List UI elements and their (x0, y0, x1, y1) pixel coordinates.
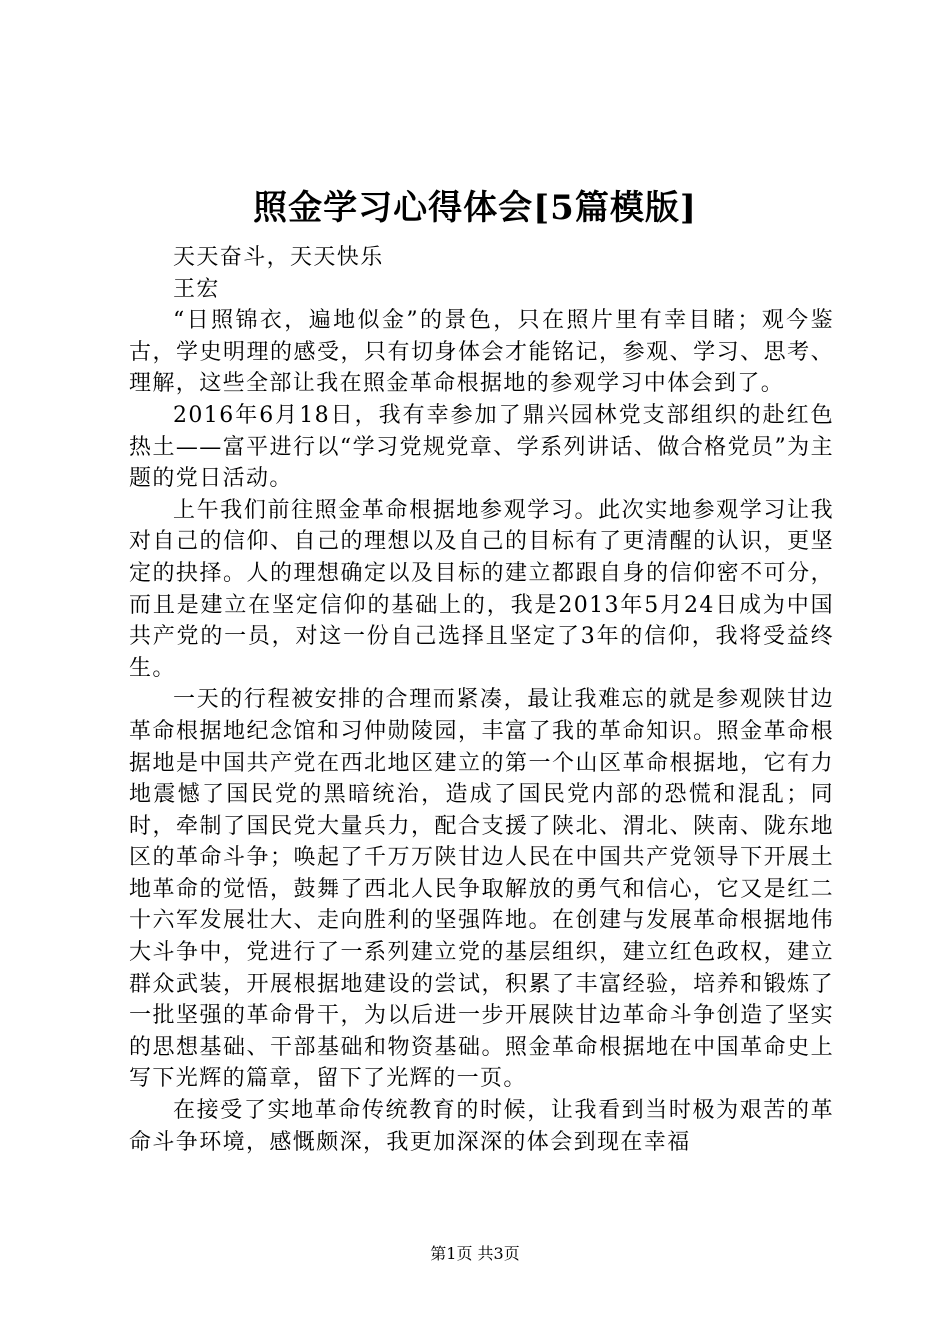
paragraph: 上午我们前往照金革命根据地参观学习。此次实地参观学习让我对自己的信仰、自己的理想以及自己的目标有了更清醒的认识，更坚定的抉择。人的理想确定以及目标的建立都跟自身的信仰密不可分，而且是建立在坚定信仰的基础上的，我是2013年5月24日成为中国共产党的一员，对这一份自己选择且坚定了3年的信仰，我将受益终生。 (129, 497, 834, 681)
paragraph: 在接受了实地革命传统教育的时候，让我看到当时极为艰苦的革命斗争环境，感慨颇深，我更加深深的体会到现在幸福 (129, 1098, 834, 1155)
document-body (129, 242, 834, 1158)
paragraph: 2016年6月18日，我有幸参加了鼎兴园林党支部组织的赴红色热土——富平进行以“学习党规党章、学系列讲话、做合格党员”为主题的党日活动。 (129, 402, 834, 492)
document-title: 照金学习心得体会[5篇模版] (253, 188, 697, 228)
paragraph: 一天的行程被安排的合理而紧凑，最让我难忘的就是参观陕甘边革命根据地纪念馆和习仲勋陵园，丰富了我的革命知识。照金革命根据地是中国共产党在西北地区建立的第一个山区革命根据地，它有力地震憾了国民党的黑暗统治，造成了国民党内部的恐慌和混乱；同时，牵制了国民党大量兵力，配合支援了陕北、渭北、陕南、陇东地区的革命斗争；唤起了千万万陕甘边人民在中国共产党领导下开展土地革命的觉悟，鼓舞了西北人民争取解放的勇气和信心，它又是红二十六军发展壮大、走向胜利的坚强阵地。在创建与发展革命根据地伟大斗争中，党进行了一系列建立党的基层组织，建立红色政权，建立群众武装，开展根据地建设的尝试，积累了丰富经验，培养和锻炼了一批坚强的革命骨干，为以后进一步开展陕甘边革命斗争创造了坚实的思想基础、干部基础和物资基础。照金革命根据地在中国革命史上写下光辉的篇章，留下了光辉的一页。 (129, 687, 834, 1092)
subtitle-line: 天天奋斗，天天快乐 (173, 245, 384, 270)
author-line: 王宏 (173, 276, 220, 302)
paragraph: “日照锦衣，遍地似金”的景色，只在照片里有幸目睹；观今鉴古，学史明理的感受，只有切身体会才能铭记，参观、学习、思考、理解，这些全部让我在照金革命根据地的参观学习中体会到了。 (129, 308, 834, 397)
page-number-footer: 第1页 共3页 (430, 1244, 520, 1263)
